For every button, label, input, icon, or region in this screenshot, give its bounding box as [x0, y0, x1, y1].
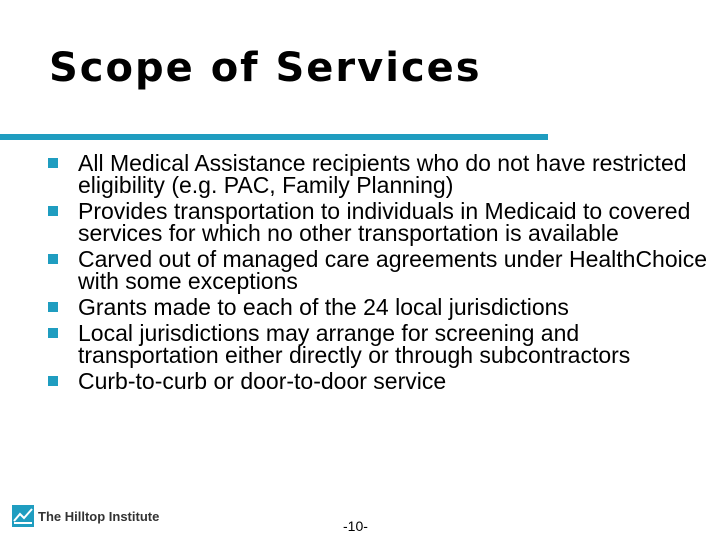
logo-text: The Hilltop Institute	[38, 508, 160, 524]
slide-title: Scope of Services	[49, 45, 482, 91]
bullet-item	[48, 322, 708, 366]
page-number: -10-	[343, 518, 368, 534]
bullet-text: Grants made to each of the 24 local jurisdictions	[78, 294, 569, 320]
bullet-text: Carved out of managed care agreements under HealthChoice with some exceptions	[78, 246, 708, 294]
square-bullet-icon	[48, 376, 58, 386]
square-bullet-icon	[48, 254, 58, 264]
square-bullet-icon	[48, 158, 58, 168]
hilltop-logo-icon	[12, 505, 34, 527]
bullet-item	[48, 296, 708, 318]
square-bullet-icon	[48, 328, 58, 338]
bullet-item	[48, 370, 708, 392]
title-underline	[0, 134, 548, 140]
bullet-item	[48, 152, 708, 196]
square-bullet-icon	[48, 206, 58, 216]
bullet-text: Provides transportation to individuals in Medicaid to covered services for which no other transportation is available	[78, 198, 691, 246]
bullet-text: Local jurisdictions may arrange for screening and transportation either directly or through subcontractors	[78, 320, 631, 368]
bullet-item	[48, 200, 708, 244]
bullet-list	[48, 152, 708, 396]
square-bullet-icon	[48, 302, 58, 312]
bullet-text: All Medical Assistance recipients who do not have restricted eligibility (e.g. PAC, Family Planning)	[78, 150, 687, 198]
bullet-text: Curb-to-curb or door-to-door service	[78, 368, 447, 394]
hilltop-logo	[12, 505, 159, 527]
bullet-item	[48, 248, 708, 292]
